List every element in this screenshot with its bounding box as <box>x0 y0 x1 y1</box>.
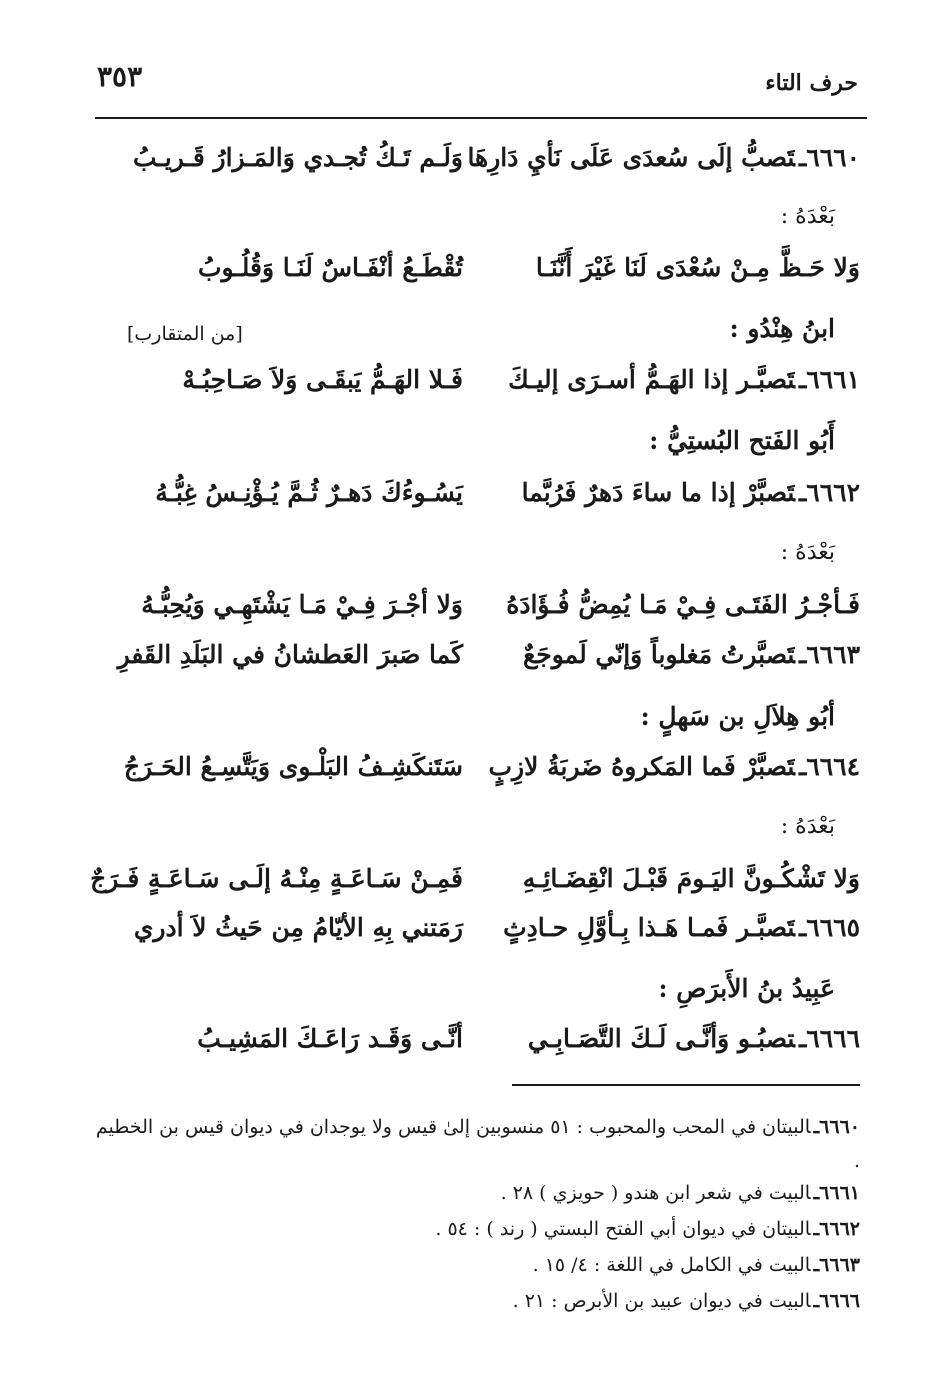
verse-first-hemistich: ٦٦٦٣ـتَصبَّرتُ مَغلوباً وَإنّي لَموجَعٌ <box>522 640 860 669</box>
verse-6661 <box>80 365 860 411</box>
verse-second-hemistich: فَـلا الهَـمُّ يَبقَـى وَلاَ صَـاحِبُـهْ <box>182 365 463 394</box>
verse-first-hemistich: ٦٦٦٦ـتصبُـو وَأنَّـى لَـكَ التَّصَـابِـي <box>527 1024 860 1053</box>
verse-first-hemistich: فَـأجْـرُ الفَتَـى فِـيْ مَـا يُمِضُّ فُـؤَادَهُ <box>506 590 860 619</box>
verse-number: ٦٦٦٣ـ <box>798 640 860 669</box>
verse-second-hemistich: فَمِـنْ سَـاعَـةٍ مِنْـهُ إلَـى سَـاعَـةٍ فَـرَجٌ <box>90 864 463 893</box>
verse-number: ٦٦٦٥ـ <box>798 913 860 942</box>
poet-ibn-hindu: ابنُ هِنْدُو : <box>729 314 835 343</box>
verse-6664-b <box>80 864 860 910</box>
verse-second-hemistich: وَلا أجْـرَ فِـيْ مَـا يَشْتَهِـي وَيُحِبُّـهُ <box>141 590 463 619</box>
poet-abid: عَبِيدُ بنُ الأَبرَصِ : <box>658 974 835 1003</box>
poet-al-busti: أَبُو الفَتح البُستِيُّ : <box>649 426 835 455</box>
verse-6663 <box>80 640 860 686</box>
verse-6660 <box>80 143 860 189</box>
verse-6660-b <box>80 253 860 299</box>
verse-second-hemistich: يَسُـوءُكَ دَهـرٌ ثُـمَّ يُـؤْنِـسُ غِبُّـهُ <box>155 478 463 507</box>
verse-first-hemistich: ٦٦٦٢ـتَصبَّرْ إذا ما ساءَ دَهرٌ فَرُبَّما <box>521 478 860 507</box>
verse-first-hemistich: ٦٦٦٤ـتَصبَّرْ فَما المَكروهُ ضَربَةُ لازِبٍ <box>488 752 860 781</box>
footnote-rule <box>512 1084 860 1086</box>
verse-6665 <box>80 913 860 959</box>
verse-second-hemistich: أنَّـى وَقَـد رَاعَـكَ المَشِيـبُ <box>197 1024 463 1053</box>
verse-6662-b <box>80 590 860 636</box>
verse-second-hemistich: رَمَتني بِهِ الأيّامُ مِن حَيثُ لاَ أدري <box>133 913 463 942</box>
footnote: ٦٦٦٠ـالبيتان في المحب والمحبوب : ٥١ منسوبين إلىٰ قيس ولا يوجدان في ديوان قيس بن الخطيم . <box>95 1116 860 1172</box>
footnote: ٦٦٦١ـالبيت في شعر ابن هندو ( حويزي ) ٢٨ . <box>500 1182 860 1204</box>
header-rule <box>95 117 867 119</box>
verse-first-hemistich: وَلا تَشْكُـونَّ اليَـومَ قَبْـلَ انْقِضَـائِـهِ <box>522 864 860 893</box>
poet-abu-hilal: أبُو هِلاَلِ بن سَهلٍ : <box>640 702 835 731</box>
verse-6666 <box>80 1024 860 1070</box>
verse-second-hemistich: تُقْطَـعُ أنْفَـاسٌ لَنَـا وَقُلُـوبُ <box>197 253 463 282</box>
verse-6662 <box>80 478 860 524</box>
after-label: بَعْدَهُ : <box>780 814 835 839</box>
verse-first-hemistich: ٦٦٦١ـتَصبَّـر إذا الهَـمُّ أسـرَى إليـكَ <box>508 365 860 394</box>
verse-number: ٦٦٦٤ـ <box>798 752 860 781</box>
verse-second-hemistich: سَتَنكَشِـفُ البَلْـوى وَيَتَّسِـعُ الحَـرَجُ <box>123 752 463 781</box>
after-label: بَعْدَهُ : <box>780 204 835 229</box>
verse-6664 <box>80 752 860 798</box>
verse-number: ٦٦٦٠ـ <box>798 143 860 172</box>
verse-first-hemistich: ٦٦٦٠ـتَصبُّ إلَى سُعدَى عَلَى نَأيِ دَارِهَا <box>467 143 860 172</box>
verse-number: ٦٦٦٢ـ <box>798 478 860 507</box>
footnote: ٦٦٦٣ـالبيت في الكامل في اللغة : ٤/ ١٥ . <box>532 1254 860 1276</box>
footnote: ٦٦٦٢ـالبيتان في ديوان أبي الفتح البستي ( رند ) : ٥٤ . <box>435 1218 860 1240</box>
verse-second-hemistich: وَلَـم تَـكُ تُجـدي وَالمَـزارُ قَـريـبُ <box>132 143 463 172</box>
meter-label: [من المتقارب] <box>127 323 243 345</box>
verse-number: ٦٦٦٦ـ <box>798 1024 860 1053</box>
footnote: ٦٦٦٦ـالبيت في ديوان عبيد بن الأبرص : ٢١ . <box>512 1290 860 1312</box>
after-label: بَعْدَهُ : <box>780 540 835 565</box>
page-number: ٣٥٣ <box>97 60 143 93</box>
verse-first-hemistich: ٦٦٦٥ـتَصبَّـر فَمـا هَـذا بِـأوَّلِ حـادِثٍ <box>503 913 860 942</box>
verse-number: ٦٦٦١ـ <box>798 365 860 394</box>
verse-second-hemistich: كَما صَبرَ العَطشانُ في البَلَدِ القَفرِ <box>117 640 463 669</box>
verse-first-hemistich: وَلا حَـظَّ مِـنْ سُعْدَى لَنَا غَيْرَ أَنَّنَـا <box>535 253 860 282</box>
chapter-title: حرف التاء <box>765 70 858 96</box>
